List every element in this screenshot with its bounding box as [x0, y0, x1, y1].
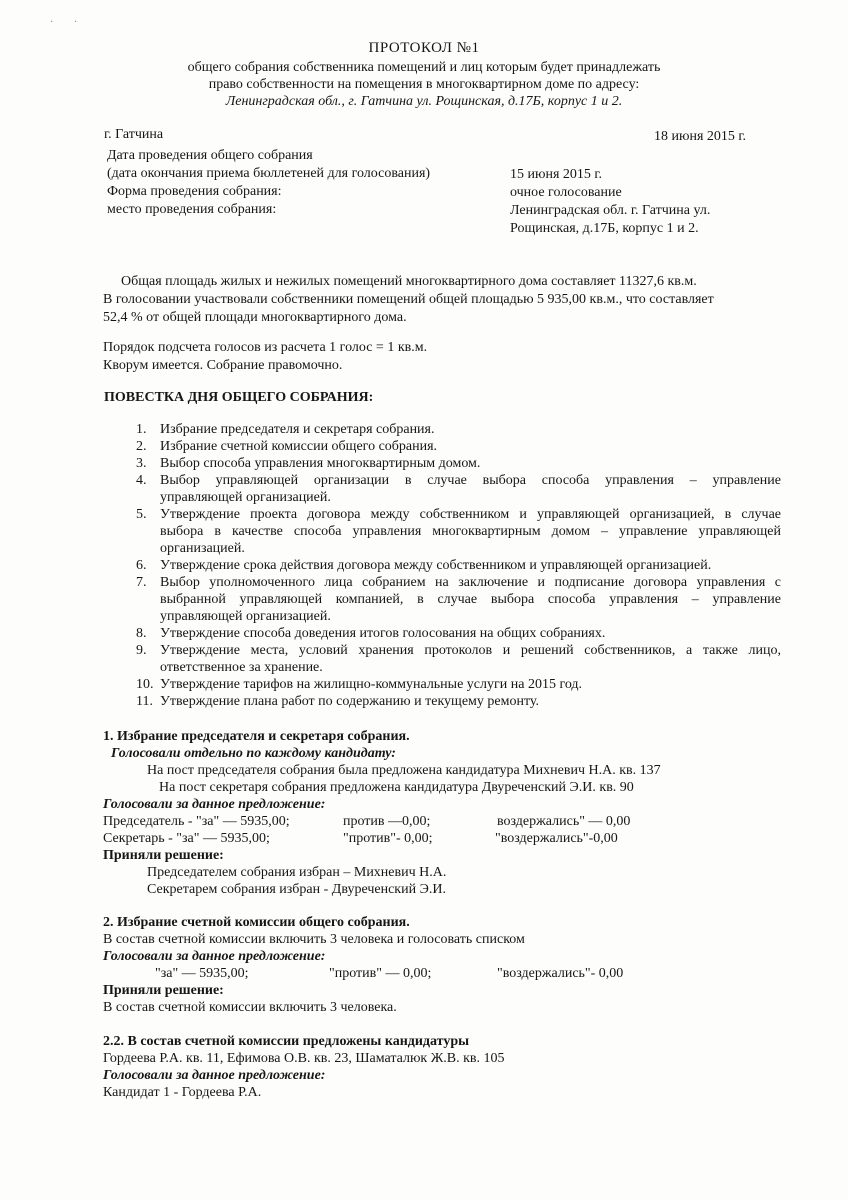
vote-abstain: "воздержались"- 0,00: [497, 966, 624, 981]
agenda-item-text: [160, 421, 781, 438]
agenda-item-number: 7.: [136, 575, 147, 590]
protocol-address: Ленинградская обл., г. Гатчина ул. Рощинская, д.17Б, корпус 1 и 2.: [225, 94, 623, 109]
nomination-secretary: На пост секретаря собрания предложена кандидатура Двуреченский Э.И. кв. 90: [159, 780, 634, 795]
agenda-item-number: 8.: [136, 626, 147, 641]
quorum-line: Кворум имеется. Собрание правомочно.: [103, 358, 343, 373]
agenda-item: [136, 455, 781, 472]
meta-label: (дата окончания приема бюллетеней для голосования): [107, 166, 431, 181]
vote-abstain: "воздержались"-0,00: [495, 831, 618, 846]
agenda-item: [136, 472, 781, 506]
nomination-chairman: На пост председателя собрания была предложена кандидатура Михневич Н.А. кв. 137: [147, 763, 661, 778]
agenda-item-text: [160, 574, 781, 625]
vote-for: Секретарь - "за" — 5935,00;: [103, 831, 270, 846]
agenda-item: [136, 438, 781, 455]
agenda-item-number: 2.: [136, 439, 147, 454]
agenda-item-number: 9.: [136, 643, 147, 658]
vote-against: "против" — 0,00;: [329, 966, 432, 981]
agenda-item-line: Утверждение способа доведения итогов голосования на общих собраниях.: [160, 626, 606, 641]
agenda-item: [136, 642, 781, 676]
section-2-text: В состав счетной комиссии включить 3 человека и голосовать списком: [103, 932, 525, 947]
agenda-list: [136, 421, 781, 710]
subtitle-line: право собственности на помещения в многоквартирном доме по адресу:: [208, 77, 640, 92]
quorum-paragraph: [103, 339, 779, 375]
area-line: 52,4 % от общей площади многоквартирного дома.: [103, 310, 407, 325]
agenda-item-number: 6.: [136, 558, 147, 573]
section-1-voted-separately: Голосовали отдельно по каждому кандидату:: [111, 746, 396, 761]
section-2-decision-label: Приняли решение:: [103, 983, 224, 998]
section-2-2-candidate-1: Кандидат 1 - Гордеева Р.А.: [103, 1085, 262, 1100]
agenda-item-number: 1.: [136, 422, 147, 437]
agenda-item: [136, 693, 781, 710]
section-1: [103, 728, 793, 898]
meta-value: Рощинская, д.17Б, корпус 1 и 2.: [510, 221, 699, 236]
agenda-item-line: организацией.: [160, 541, 245, 556]
agenda-item: [136, 625, 781, 642]
agenda-item-line: Утверждение срока действия договора между собственником и управляющей организацией.: [160, 558, 712, 573]
agenda-item-line: Выбор уполномоченного лица собранием на заключение и подписание договора управления с: [160, 575, 781, 590]
city: г. Гатчина: [104, 127, 164, 142]
agenda-item-text: [160, 642, 781, 676]
agenda-item: [136, 421, 781, 438]
protocol-title: ПРОТОКОЛ №1: [368, 40, 480, 56]
agenda-item-text: [160, 455, 781, 472]
meta-label: место проведения собрания:: [107, 202, 277, 217]
vote-abstain: воздержались" — 0,00: [497, 814, 631, 829]
agenda-item: [136, 506, 781, 557]
agenda-item-text: [160, 506, 781, 557]
agenda-item-line: ответственное за хранение.: [160, 660, 323, 675]
meta-value: очное голосование: [510, 185, 622, 200]
section-2-decision: В состав счетной комиссии включить 3 человека.: [103, 1000, 397, 1015]
protocol-subtitle: [0, 59, 848, 110]
agenda-item: [136, 676, 781, 693]
agenda-item-line: Избрание председателя и секретаря собрания.: [160, 422, 435, 437]
agenda-item-text: [160, 676, 781, 693]
agenda-heading: ПОВЕСТКА ДНЯ ОБЩЕГО СОБРАНИЯ:: [104, 390, 374, 405]
section-2-heading: 2. Избрание счетной комиссии общего собрания.: [103, 915, 410, 930]
meta-values: [510, 166, 710, 238]
meta-value: Ленинградская обл. г. Гатчина ул.: [510, 203, 711, 218]
vote-for: Председатель - "за" — 5935,00;: [103, 814, 290, 829]
section-1-voted-label: Голосовали за данное предложение:: [103, 797, 326, 812]
section-1-heading: 1. Избрание председателя и секретаря собрания.: [103, 729, 410, 744]
agenda-item-line: управляющей организацией.: [160, 490, 331, 505]
vote-for: "за" — 5935,00;: [155, 966, 249, 981]
meta-label: Дата проведения общего собрания: [107, 148, 313, 163]
agenda-item-number: 4.: [136, 473, 147, 488]
scan-specks: · ·: [50, 17, 87, 28]
quorum-line: Порядок подсчета голосов из расчета 1 голос = 1 кв.м.: [103, 340, 428, 355]
agenda-item: [136, 557, 781, 574]
meta-labels: [107, 147, 430, 219]
vote-row-chairman: [103, 813, 793, 830]
agenda-item-text: [160, 625, 781, 642]
protocol-date: 18 июня 2015 г.: [654, 129, 747, 144]
agenda-item-line: Утверждение плана работ по содержанию и текущему ремонту.: [160, 694, 539, 709]
section-2-vote-row: [103, 965, 793, 982]
agenda-item-text: [160, 438, 781, 455]
section-2-2-voted-label: Голосовали за данное предложение:: [103, 1068, 326, 1083]
section-2-2: [103, 1033, 793, 1101]
agenda-item-text: [160, 472, 781, 506]
agenda-item-number: 3.: [136, 456, 147, 471]
meta-label: Форма проведения собрания:: [107, 184, 282, 199]
decision-secretary: Секретарем собрания избран - Двуреченский Э.И.: [147, 882, 446, 897]
agenda-item-line: выбранной управляющей компанией, в случае выбора способа управления – управление: [160, 592, 781, 607]
area-paragraph: [103, 273, 779, 327]
meta-value: 15 июня 2015 г.: [510, 167, 603, 182]
agenda-item-line: управляющей организацией.: [160, 609, 331, 624]
section-2-2-heading: 2.2. В состав счетной комиссии предложены кандидатуры: [103, 1034, 470, 1049]
section-2: [103, 914, 793, 1016]
agenda-item-line: Утверждение места, условий хранения протоколов и решений собственников, а также лицо,: [160, 643, 781, 658]
agenda-item-line: выбора в качестве способа управления многоквартирным домом – управление управляющей: [160, 524, 781, 539]
vote-row-secretary: [103, 830, 793, 847]
agenda-item-text: [160, 693, 781, 710]
agenda-item-text: [160, 557, 781, 574]
vote-against: "против"- 0,00;: [343, 831, 433, 846]
agenda-item-number: 11.: [136, 694, 153, 709]
subtitle-line: общего собрания собственника помещений и лиц которым будет принадлежать: [187, 60, 661, 75]
area-line: Общая площадь жилых и нежилых помещений многоквартирного дома составляет 11327,6 кв.м.: [121, 274, 697, 289]
agenda-item-line: Выбор управляющей организации в случае выбора способа управления – управление: [160, 473, 781, 488]
agenda-item-number: 10.: [136, 677, 154, 692]
vote-against: против —0,00;: [343, 814, 431, 829]
agenda-item-line: Избрание счетной комиссии общего собрания.: [160, 439, 438, 454]
area-line: В голосовании участвовали собственники помещений общей площадью 5 935,00 кв.м., что составляет: [103, 292, 714, 307]
agenda-item: [136, 574, 781, 625]
decision-chairman: Председателем собрания избран – Михневич Н.А.: [147, 865, 447, 880]
section-2-voted-label: Голосовали за данное предложение:: [103, 949, 326, 964]
agenda-item-line: Утверждение тарифов на жилищно-коммунальные услуги на 2015 год.: [160, 677, 583, 692]
section-2-2-candidates: Гордеева Р.А. кв. 11, Ефимова О.В. кв. 23, Шаматалюк Ж.В. кв. 105: [103, 1051, 505, 1066]
section-1-decision-label: Приняли решение:: [103, 848, 224, 863]
agenda-item-line: Утверждение проекта договора между собственником и управляющей организацией, в случае: [160, 507, 781, 522]
agenda-item-number: 5.: [136, 507, 147, 522]
agenda-item-line: Выбор способа управления многоквартирным домом.: [160, 456, 481, 471]
